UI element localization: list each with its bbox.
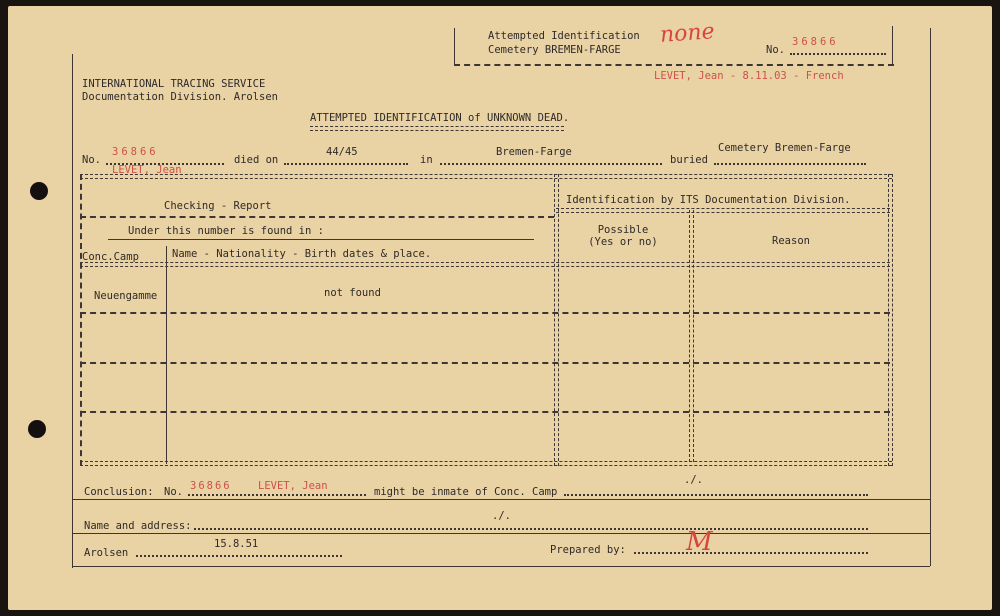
- sub-header: Under this number is found in :: [128, 225, 324, 237]
- row1-name: not found: [324, 287, 381, 299]
- col-possible-1: Possible: [597, 224, 649, 236]
- title-underline: [310, 126, 564, 127]
- punch-hole-top: [30, 182, 48, 200]
- prepared-label: Prepared by:: [550, 544, 626, 556]
- record-no-value: 36866: [112, 146, 159, 158]
- prepared-initials: M: [686, 527, 713, 557]
- bottom-border: [72, 566, 930, 567]
- col-camp: Conc.Camp: [82, 251, 139, 263]
- col-name: Name - Nationality - Birth dates & place.: [172, 248, 432, 260]
- name-address-value: ./.: [492, 510, 511, 522]
- header-title-line1: Attempted Identification: [488, 30, 640, 42]
- row1-camp: Neuengamme: [94, 290, 158, 302]
- col-reason: Reason: [772, 235, 810, 247]
- in-value: Bremen-Farge: [496, 146, 572, 158]
- buried-value: Cemetery Bremen-Farge: [718, 142, 851, 154]
- left-border: [72, 54, 73, 568]
- subject-line: LEVET, Jean - 8.11.03 - French: [654, 70, 844, 82]
- right-header: Identification by ITS Documentation Division.: [566, 194, 851, 206]
- col-possible-2: (Yes or no): [588, 236, 658, 248]
- org-line1: INTERNATIONAL TRACING SERVICE: [82, 78, 266, 90]
- footer-date: 15.8.51: [214, 538, 259, 550]
- conclusion-name: LEVET, Jean: [258, 480, 328, 492]
- handwritten-none: none: [659, 19, 716, 48]
- header-no-label: No.: [766, 44, 785, 56]
- left-header: Checking - Report: [164, 200, 272, 212]
- header-no-value: 36866: [792, 36, 839, 48]
- record-name: LEVET, Jean: [112, 164, 182, 176]
- header-title-line2: Cemetery BREMEN-FARGE: [488, 44, 621, 56]
- died-value: 44/45: [326, 146, 358, 158]
- conclusion-no-value: 36866: [190, 480, 232, 492]
- punch-hole-bottom: [28, 420, 46, 438]
- right-border: [930, 28, 931, 566]
- org-line2: Documentation Division. Arolsen: [82, 91, 278, 103]
- conclusion-camp-value: ./.: [684, 474, 703, 486]
- tracing-card: Attempted Identification Cemetery BREMEN-FARGE none No. 36866 LEVET, Jean - 8.11.03 - French INTERNATIONAL TRACING SERVICE Documentation Division. Arolsen ATTEMPTED IDENTIFICATION of UNKNOWN DEAD. No. 36866 LEVET, Jean died on 44/45 in Bremen-Farge buried Cemetery Bremen-Farge Checking - Report Identification by ITS Documentation Division. Under this number is found in : Conc.Camp Name - Nationality - Birth dates & place. Possible (Yes or no) Reason Neuengamme not found Conclusion: No. 36866 LEVET, Jean might be inmate of Conc. Camp ./. Name and address: ./. Arolsen 15.8.51 Prepared by: M: [8, 6, 992, 610]
- form-title: ATTEMPTED IDENTIFICATION of UNKNOWN DEAD.: [310, 112, 570, 124]
- footer-place: Arolsen: [84, 547, 129, 559]
